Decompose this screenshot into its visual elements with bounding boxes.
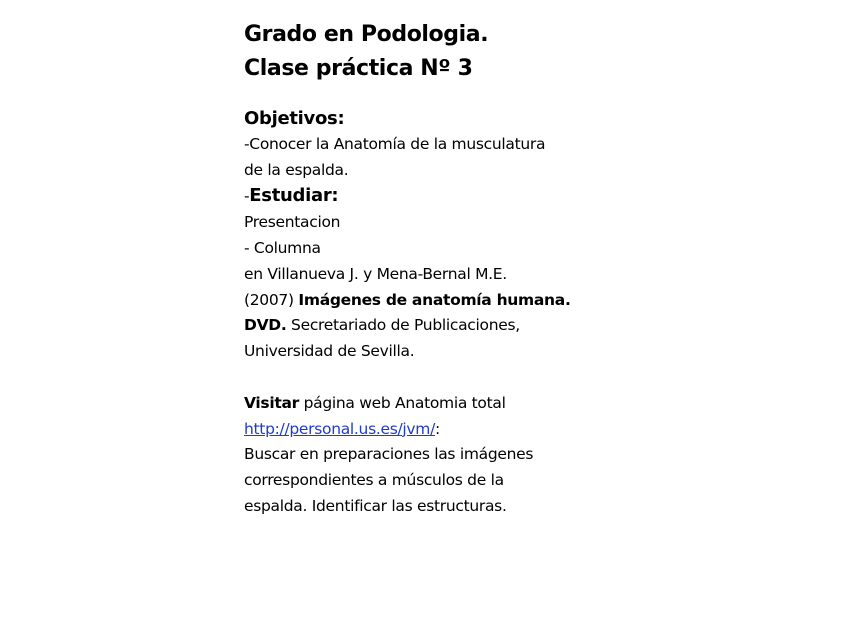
reference-line-2 bbox=[244, 288, 624, 314]
anatomia-total-link[interactable]: http://personal.us.es/jvm/ bbox=[244, 419, 436, 438]
columna-text: - Columna bbox=[244, 238, 321, 257]
title-line-1: Grado en Podologia. bbox=[244, 22, 489, 47]
visitar-text: página web Anatomia total bbox=[299, 393, 506, 412]
objetivos-line-1: -Conocer la Anatomía de la musculatura bbox=[244, 134, 546, 153]
slide-title bbox=[244, 18, 624, 86]
instructions-line-2: correspondientes a músculos de la bbox=[244, 471, 504, 490]
reference-university: Universidad de Sevilla. bbox=[244, 342, 415, 361]
slide-content bbox=[244, 18, 624, 520]
reference-line-3 bbox=[244, 313, 624, 339]
reference-year: (2007) bbox=[244, 290, 299, 309]
paragraph-gap bbox=[244, 365, 624, 391]
visitar-line bbox=[244, 391, 624, 417]
objetivos-heading: Objetivos: bbox=[244, 108, 345, 129]
estudiar-dash: - bbox=[244, 187, 250, 206]
instructions-line-3: espalda. Identificar las estructuras. bbox=[244, 496, 507, 515]
reference-dvd: DVD. bbox=[244, 316, 287, 335]
slide-body bbox=[244, 106, 624, 520]
presentacion-text: Presentacion bbox=[244, 213, 341, 232]
visitar-label: Visitar bbox=[244, 393, 299, 412]
reference-book-title: Imágenes de anatomía humana. bbox=[298, 290, 571, 309]
instructions-line-1: Buscar en preparaciones las imágenes bbox=[244, 445, 534, 464]
objetivos-line-2: de la espalda. bbox=[244, 160, 349, 179]
url-suffix: : bbox=[435, 419, 440, 438]
title-line-2: Clase práctica Nº 3 bbox=[244, 56, 473, 81]
url-line bbox=[244, 417, 624, 443]
estudiar-heading: Estudiar: bbox=[249, 185, 339, 207]
estudiar-heading-line bbox=[244, 183, 624, 210]
reference-publisher: Secretariado de Publicaciones, bbox=[286, 316, 520, 335]
reference-line-1: en Villanueva J. y Mena-Bernal M.E. bbox=[244, 264, 507, 283]
